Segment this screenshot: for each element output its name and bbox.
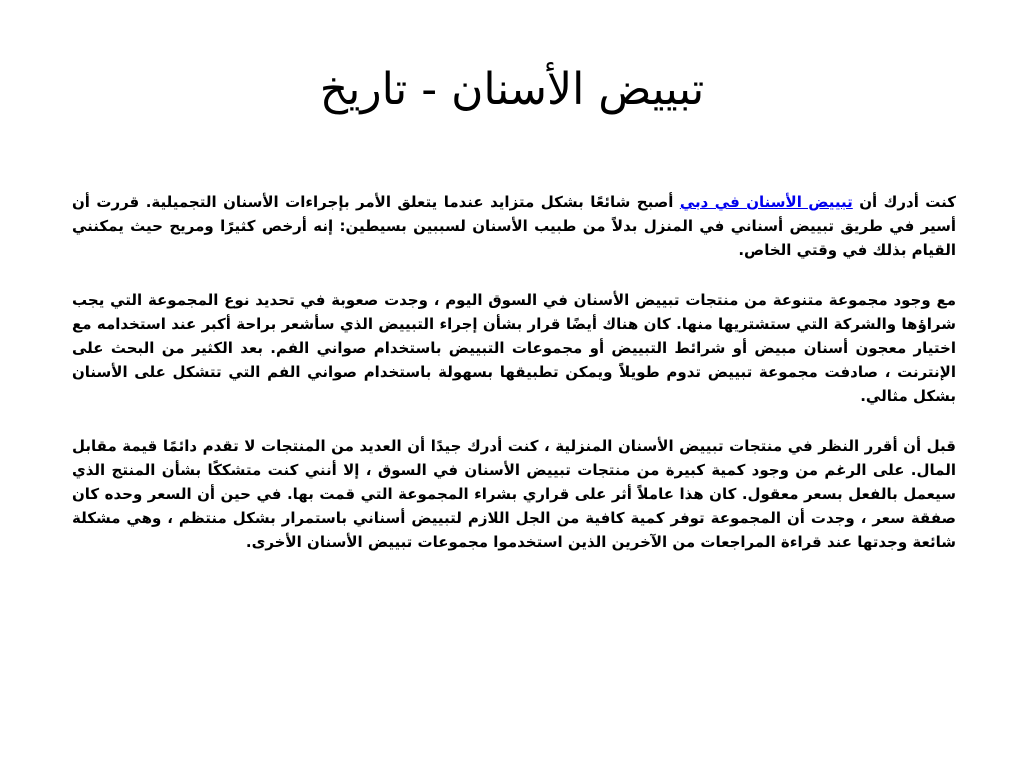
paragraph-2: مع وجود مجموعة متنوعة من منتجات تبييض الأسنان في السوق اليوم ، وجدت صعوبة في تحديد نوع المجموعة التي يجب شراؤها والشركة التي ستشتريها منها. كان هناك أيضًا قرار بشأن إجراء التبييض الذي سأشعر براحة أكبر عند استخدامه مع اختيار معجون أسنان مبيض أو شرائط التبييض أو مجموعات التبييض باستخدام صواني الفم. بعد الكثير من البحث على الإنترنت ، صادفت مجموعة تبييض تدوم طويلاً ويمكن تطبيقها بسهولة باستخدام صواني الفم التي تتشكل على الأسنان بشكل مثالي. [72, 291, 956, 405]
page-title: تبييض الأسنان - تاريخ [319, 64, 705, 115]
paragraph-3: قبل أن أقرر النظر في منتجات تبييض الأسنان المنزلية ، كنت أدرك جيدًا أن العديد من المنتجات لا تقدم دائمًا قيمة مقابل المال. على الرغم من وجود كمية كبيرة من منتجات تبييض الأسنان في السوق ، إلا أنني كنت متشككًا بشأن المنتج الذي سيعمل بالفعل بسعر معقول. كان هذا عاملاً أثر على قراري بشراء المجموعة التي قمت بها. في حين أن السعر وحده كان صفقة سعر ، وجدت أن المجموعة توفر كمية كافية من الجل اللازم لتبييض أسناني باستمرار بشكل منتظم ، وهي مشكلة شائعة وجدتها عند قراءة المراجعات من الآخرين الذين استخدموا مجموعات تبييض الأسنان الأخرى. [72, 437, 956, 551]
paragraph-1-text-end: أصبح شائعًا بشكل متزايد عندما يتعلق الأمر بإجراءات الأسنان التجميلية. قررت أن أسير في طريق تبييض أسناني في المنزل بدلاً من طبيب الأسنان لسببين بسيطين: إنه أرخص كثيرًا ومريح حيث يمكنني القيام بذلك في وقتي الخاص. [72, 193, 956, 259]
body-text [72, 190, 956, 580]
teeth-whitening-dubai-link[interactable]: تبييض الأسنان في دبي [679, 193, 853, 211]
paragraph-1-text-start: كنت أدرك أن [852, 193, 957, 211]
paragraph-1 [72, 190, 956, 262]
